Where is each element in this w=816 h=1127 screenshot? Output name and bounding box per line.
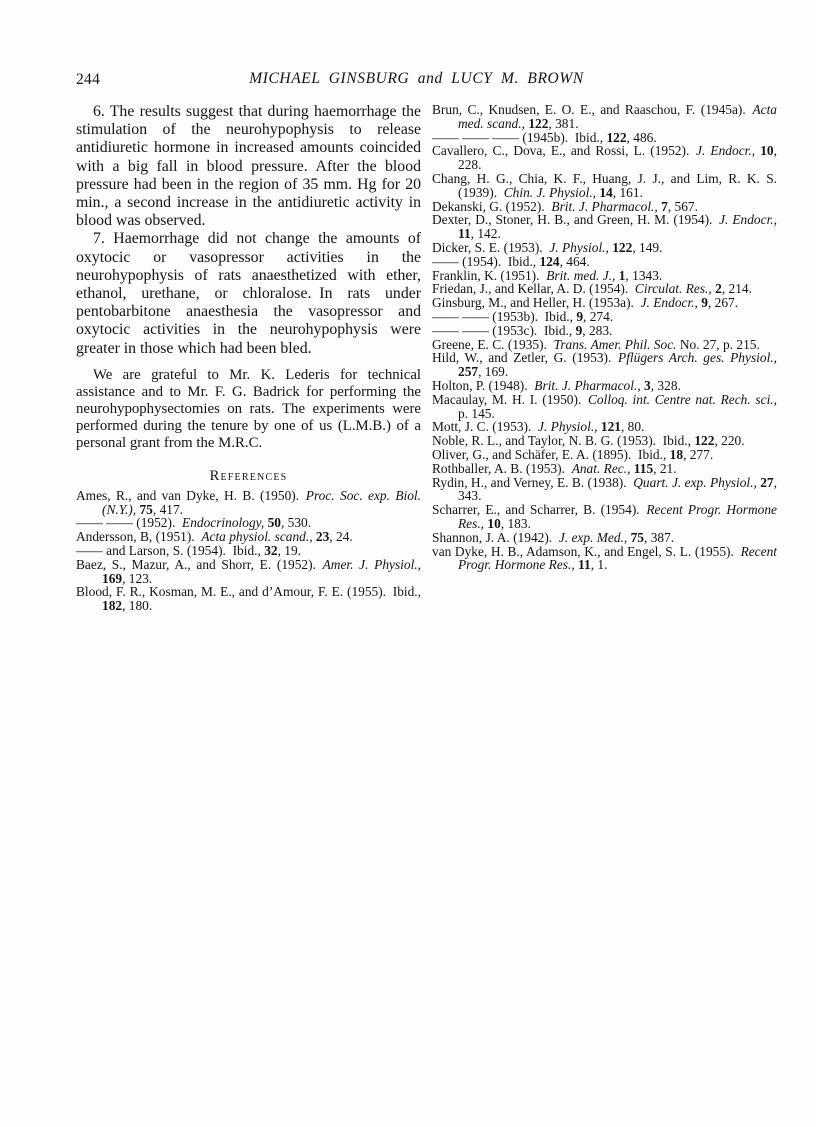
reference-entry: Andersson, B, (1951). Acta physiol. scand., 23, 24. <box>76 529 353 545</box>
reference-entry: Friedan, J., and Kellar, A. D. (1954). Circulat. Res., 2, 214. <box>432 281 752 297</box>
right-column <box>432 103 777 613</box>
reference-entry: —— —— (1953c). Ibid., 9, 283. <box>432 322 613 338</box>
reference-entry: Rydin, H., and Verney, E. B. (1938). Quart. J. exp. Physiol., 27, 343. <box>432 474 777 504</box>
reference-entry: Blood, F. R., Kosman, M. E., and d’Amour, F. E. (1955). Ibid., 182, 180. <box>76 584 421 614</box>
references-list-left <box>76 489 421 613</box>
reference-entry: Dexter, D., Stoner, H. B., and Green, H. M. (1954). J. Endocr., 11, 142. <box>432 212 777 242</box>
reference-entry: Cavallero, C., Dova, E., and Rossi, L. (1952). J. Endocr., 10, 228. <box>432 143 777 173</box>
reference-entry: Ames, R., and van Dyke, H. B. (1950). Proc. Soc. exp. Biol. (N.Y.), 75, 417. <box>76 487 421 517</box>
page-header <box>76 70 777 92</box>
references-heading: References <box>209 467 288 484</box>
reference-entry: Hild, W., and Zetler, G. (1953). Pflügers Arch. ges. Physiol., 257, 169. <box>432 350 777 380</box>
reference-entry: —— (1954). Ibid., 124, 464. <box>432 253 590 269</box>
acknowledgment: We are grateful to Mr. K. Lederis for technical assistance and to Mr. F. G. Badrick for performing the neurohypophysectomies on rats. The experiments were performed during the tenure by one of us (L.M.B.) of a personal grant from the M.R.C. <box>76 366 421 451</box>
paragraph-7: 7. Haemorrhage did not change the amounts of oxytocic or vasopressor activities in the neurohypophysis of rats anaesthetized with ether, ethanol, urethane, or chloralose. In rats under pentobarbitone anaesthesia the vasopressor and oxytocic activities in the neurohypophysis were greater in those which had been bled. <box>76 230 421 357</box>
running-title: MICHAEL GINSBURG and LUCY M. BROWN <box>249 70 584 87</box>
reference-entry: Ginsburg, M., and Heller, H. (1953a). J. Endocr., 9, 267. <box>432 295 739 311</box>
reference-entry: —— —— (1953b). Ibid., 9, 274. <box>432 308 614 324</box>
reference-entry: Greene, E. C. (1935). Trans. Amer. Phil. Soc. No. 27, p. 215. <box>432 336 760 352</box>
reference-entry: —— —— (1952). Endocrinology, 50, 530. <box>76 515 312 531</box>
reference-entry: —— —— —— (1945b). Ibid., 122, 486. <box>432 129 657 145</box>
reference-entry: Brun, C., Knudsen, E. O. E., and Raaschou, F. (1945a). Acta med. scand., 122, 381. <box>432 102 777 131</box>
reference-entry: Holton, P. (1948). Brit. J. Pharmacol., 3, 328. <box>432 377 681 393</box>
reference-entry: Rothballer, A. B. (1953). Anat. Rec., 115, 21. <box>432 460 677 476</box>
reference-entry: Chang, H. G., Chia, K. F., Huang, J. J., and Lim, R. K. S. (1939). Chin. J. Physiol., 14, 161. <box>432 170 777 200</box>
left-column <box>76 103 421 613</box>
reference-entry: Scharrer, E., and Scharrer, B. (1954). Recent Progr. Hormone Res., 10, 183. <box>432 502 777 531</box>
reference-entry: —— and Larson, S. (1954). Ibid., 32, 19. <box>76 543 302 559</box>
reference-entry: Macaulay, M. H. I. (1950). Colloq. int. Centre nat. Rech. sci., p. 145. <box>432 391 777 421</box>
page-number: 244 <box>76 71 101 88</box>
reference-entry: van Dyke, H. B., Adamson, K., and Engel, S. L. (1955). Recent Progr. Hormone Res., 11, 1. <box>432 543 777 573</box>
two-column-layout <box>76 103 777 613</box>
reference-entry: Dicker, S. E. (1953). J. Physiol., 122, 149. <box>432 239 663 255</box>
reference-entry: Shannon, J. A. (1942). J. exp. Med., 75, 387. <box>432 529 675 545</box>
reference-entry: Noble, R. L., and Taylor, N. B. G. (1953). Ibid., 122, 220. <box>432 433 745 449</box>
reference-entry: Dekanski, G. (1952). Brit. J. Pharmacol., 7, 567. <box>432 198 698 214</box>
reference-entry: Franklin, K. (1951). Brit. med. J., 1, 1343. <box>432 267 663 283</box>
reference-entry: Oliver, G., and Schäfer, E. A. (1895). Ibid., 18, 277. <box>432 446 714 462</box>
reference-entry: Mott, J. C. (1953). J. Physiol., 121, 80. <box>432 419 645 435</box>
references-list-right <box>432 103 777 572</box>
reference-entry: Baez, S., Mazur, A., and Shorr, E. (1952). Amer. J. Physiol., 169, 123. <box>76 556 421 586</box>
paragraph-6: 6. The results suggest that during haemorrhage the stimulation of the neurohypophysis to release antidiuretic hormone in increased amounts coincided with a big fall in blood pressure. After the blood pressure had been in the region of 35 mm. Hg for 20 min., a second increase in the antidiuretic activity in blood was observed. <box>76 103 421 230</box>
